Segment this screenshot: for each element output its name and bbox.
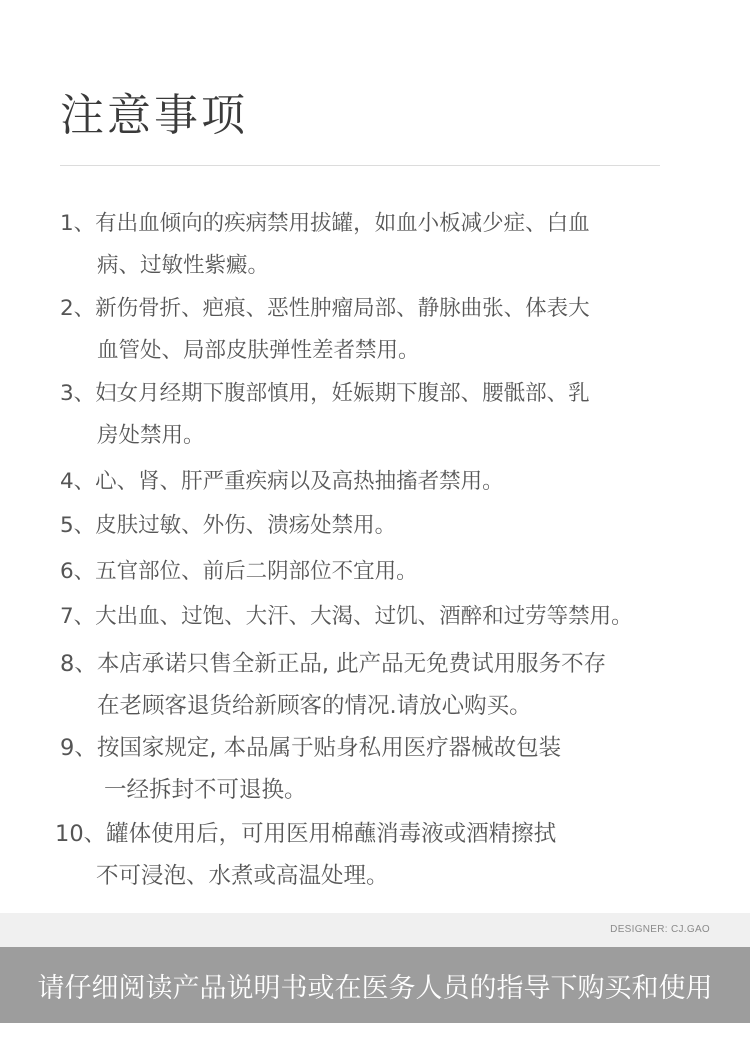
note-line-continued: 不可浸泡、水煮或高温处理。	[96, 863, 389, 889]
title-divider	[60, 165, 660, 166]
note-line: 1、有出血倾向的疾病禁用拔罐，如血小板减少症、白血	[60, 211, 590, 236]
note-line: 4、心、肾、肝严重疾病以及高热抽搐者禁用。	[60, 469, 504, 494]
note-line-continued: 病、过敏性紫癜。	[97, 253, 270, 278]
note-line: 3、妇女月经期下腹部慎用，妊娠期下腹部、腰骶部、乳	[60, 381, 590, 406]
note-line-continued: 血管处、局部皮肤弹性差者禁用。	[97, 338, 420, 363]
note-line-continued: 一经拆封不可退换。	[104, 777, 307, 803]
note-line: 10、罐体使用后，可用医用棉蘸消毒液或酒精擦拭	[55, 821, 557, 847]
note-line: 8、本店承诺只售全新正品, 此产品无免费试用服务不存	[60, 651, 607, 677]
note-item-4	[60, 461, 504, 503]
page-title: 注意事项	[60, 90, 248, 141]
note-item-3	[60, 373, 590, 457]
bottom-margin	[0, 1023, 750, 1037]
note-item-10	[55, 813, 556, 897]
note-item-6	[60, 551, 418, 593]
note-line-continued: 在老顾客退货给新顾客的情况.请放心购买。	[97, 693, 532, 719]
note-line: 2、新伤骨折、疤痕、恶性肿瘤局部、静脉曲张、体表大	[60, 296, 590, 321]
note-item-1	[60, 203, 590, 287]
note-item-8	[60, 643, 606, 727]
note-line: 5、皮肤过敏、外伤、溃疡处禁用。	[60, 513, 397, 538]
note-line: 7、大出血、过饱、大汗、大渴、过饥、酒醉和过劳等禁用。	[60, 604, 633, 629]
note-item-7	[60, 596, 633, 638]
note-item-5	[60, 505, 396, 547]
designer-credit: DESIGNER: CJ.GAO	[610, 924, 710, 935]
note-item-9	[60, 727, 561, 811]
note-line: 9、按国家规定, 本品属于贴身私用医疗器械故包装	[60, 735, 562, 761]
footer-text: 请仔细阅读产品说明书或在医务人员的指导下购买和使用	[37, 972, 713, 1004]
note-line-continued: 房处禁用。	[97, 423, 205, 448]
note-line: 6、五官部位、前后二阴部位不宜用。	[60, 559, 418, 584]
note-item-2	[60, 288, 590, 372]
footer-banner	[0, 947, 750, 1023]
